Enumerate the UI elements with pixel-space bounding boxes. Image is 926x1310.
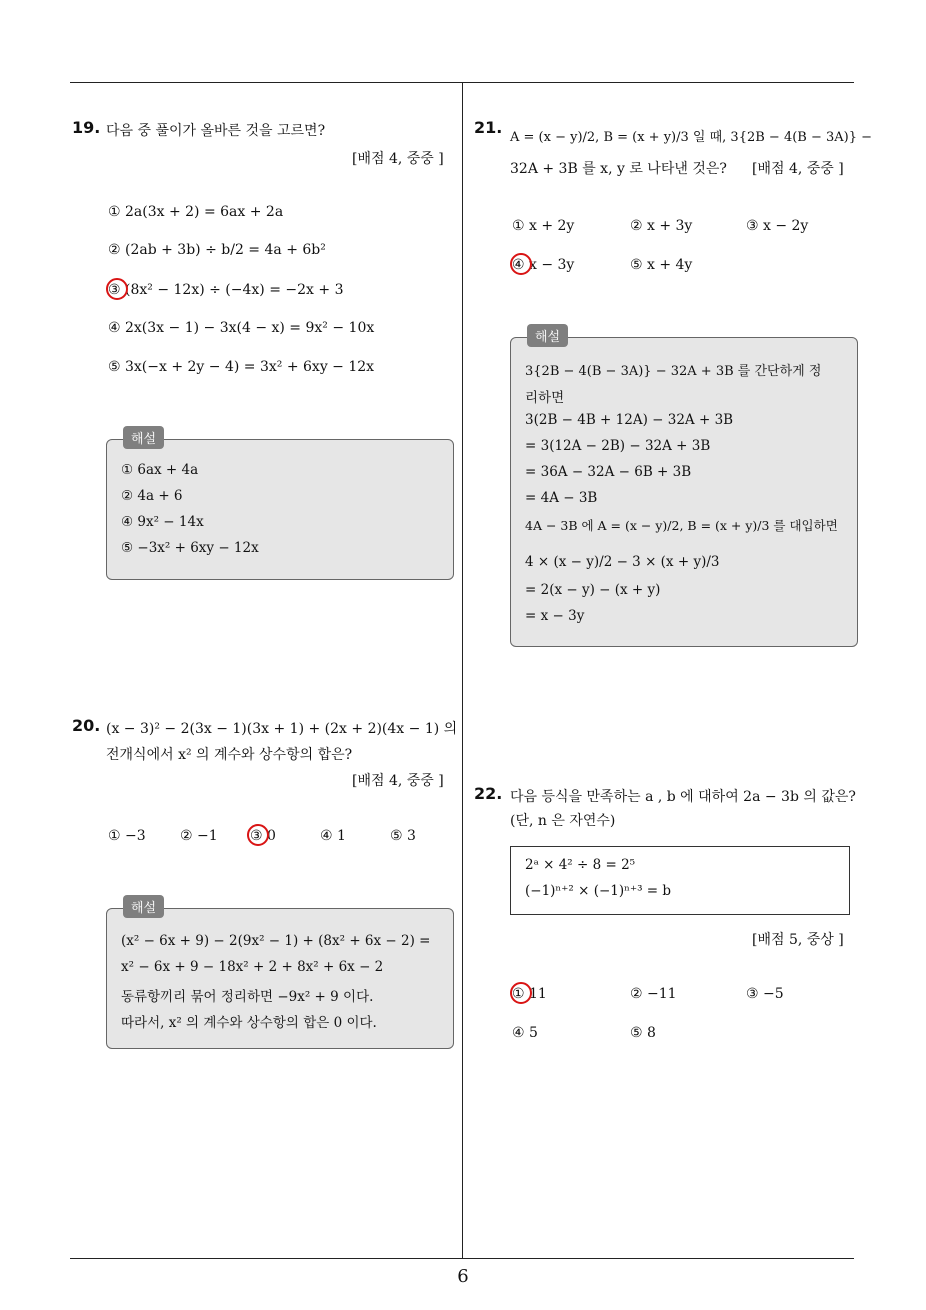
- option-5[interactable]: ⑤ 3x(−x + 2y − 4) = 3x² + 6xy − 12x: [108, 359, 375, 375]
- option-1[interactable]: ① 11: [512, 986, 547, 1002]
- solution-line: 따라서, x² 의 계수와 상수항의 합은 0 이다.: [121, 1015, 377, 1031]
- option-1[interactable]: ① −3: [108, 828, 146, 844]
- solution-box: [510, 330, 858, 647]
- question-number: 19.: [72, 118, 101, 137]
- solution-line: ① 6ax + 4a: [121, 462, 199, 478]
- solution-line: 4A − 3B 에 A = (x − y)/2, B = (x + y)/3 를 대입하면: [525, 518, 838, 533]
- question-text: 32A + 3B 를 x, y 로 나타낸 것은?: [510, 161, 727, 177]
- score-label: [배점 4, 중중 ]: [352, 773, 444, 789]
- answer-circle-mark: [510, 982, 532, 1004]
- score-label: [배점 5, 중상 ]: [752, 932, 844, 948]
- question-text: 전개식에서 x² 의 계수와 상수항의 합은?: [106, 747, 353, 763]
- option-4[interactable]: ④ x − 3y: [512, 257, 575, 273]
- option-4[interactable]: ④ 2x(3x − 1) − 3x(4 − x) = 9x² − 10x: [108, 320, 375, 336]
- question-number: 21.: [474, 118, 503, 137]
- condition-line: 2ᵃ × 4² ÷ 8 = 2⁵: [525, 857, 636, 873]
- solution-line: 동류항끼리 묶어 정리하면 −9x² + 9 이다.: [121, 989, 374, 1005]
- option-2[interactable]: ② (2ab + 3b) ÷ b/2 = 4a + 6b²: [108, 242, 326, 258]
- option-2[interactable]: ② −11: [630, 986, 677, 1002]
- option-3[interactable]: ③ x − 2y: [746, 218, 809, 234]
- solution-line: = 4A − 3B: [525, 490, 598, 506]
- option-3[interactable]: ③ 0: [250, 828, 276, 844]
- question-text: A = (x − y)/2, B = (x + y)/3 일 때, 3{2B − 4(B − 3A)} −: [510, 130, 873, 145]
- answer-circle-mark: [510, 253, 532, 275]
- option-4[interactable]: ④ 5: [512, 1025, 538, 1041]
- score-label: [배점 4, 중중 ]: [752, 161, 844, 177]
- solution-line: ④ 9x² − 14x: [121, 514, 204, 530]
- solution-line: 4 × (x − y)/2 − 3 × (x + y)/3: [525, 554, 720, 570]
- question-number: 22.: [474, 784, 503, 803]
- bottom-rule: [70, 1258, 854, 1259]
- answer-circle-mark: [106, 278, 128, 300]
- score-label: [배점 4, 중중 ]: [352, 151, 444, 167]
- condition-line: (−1)ⁿ⁺² × (−1)ⁿ⁺³ = b: [525, 883, 672, 899]
- option-5[interactable]: ⑤ x + 4y: [630, 257, 693, 273]
- option-2[interactable]: ② −1: [180, 828, 218, 844]
- option-4[interactable]: ④ 1: [320, 828, 346, 844]
- solution-line: = 36A − 32A − 6B + 3B: [525, 464, 692, 480]
- solution-box: [106, 901, 454, 1049]
- question-text: 다음 등식을 만족하는 a , b 에 대하여 2a − 3b 의 값은?: [510, 789, 856, 805]
- option-5[interactable]: ⑤ 3: [390, 828, 416, 844]
- solution-line: 3(2B − 4B + 12A) − 32A + 3B: [525, 412, 734, 428]
- solution-line: x² − 6x + 9 − 18x² + 2 + 8x² + 6x − 2: [121, 959, 384, 975]
- option-5[interactable]: ⑤ 8: [630, 1025, 656, 1041]
- question-text: (x − 3)² − 2(3x − 1)(3x + 1) + (2x + 2)(4x − 1) 의: [106, 721, 458, 737]
- solution-tag: 해설: [123, 895, 164, 918]
- solution-line: = x − 3y: [525, 608, 585, 624]
- solution-tag: 해설: [123, 426, 164, 449]
- solution-line: 3{2B − 4(B − 3A)} − 32A + 3B 를 간단하게 정: [525, 364, 822, 379]
- option-3[interactable]: ③ −5: [746, 986, 784, 1002]
- option-2[interactable]: ② x + 3y: [630, 218, 693, 234]
- option-3[interactable]: ③ (8x² − 12x) ÷ (−4x) = −2x + 3: [108, 282, 344, 298]
- question-text: (단, n 은 자연수): [510, 813, 616, 829]
- column-divider: [462, 83, 463, 1258]
- question-number: 20.: [72, 716, 101, 735]
- option-1[interactable]: ① x + 2y: [512, 218, 575, 234]
- solution-line: ⑤ −3x² + 6xy − 12x: [121, 540, 259, 556]
- answer-circle-mark: [247, 824, 269, 846]
- question-text: 다음 중 풀이가 올바른 것을 고르면?: [106, 123, 326, 139]
- solution-line: = 3(12A − 2B) − 32A + 3B: [525, 438, 711, 454]
- solution-line: (x² − 6x + 9) − 2(9x² − 1) + (8x² + 6x − 2) =: [121, 933, 431, 949]
- option-1[interactable]: ① 2a(3x + 2) = 6ax + 2a: [108, 204, 284, 220]
- solution-line: ② 4a + 6: [121, 488, 183, 504]
- solution-box: [106, 432, 454, 580]
- page-number: 6: [457, 1266, 469, 1287]
- solution-line: 리하면: [525, 390, 565, 406]
- condition-box: [510, 846, 850, 915]
- solution-tag: 해설: [527, 324, 568, 347]
- solution-line: = 2(x − y) − (x + y): [525, 582, 661, 598]
